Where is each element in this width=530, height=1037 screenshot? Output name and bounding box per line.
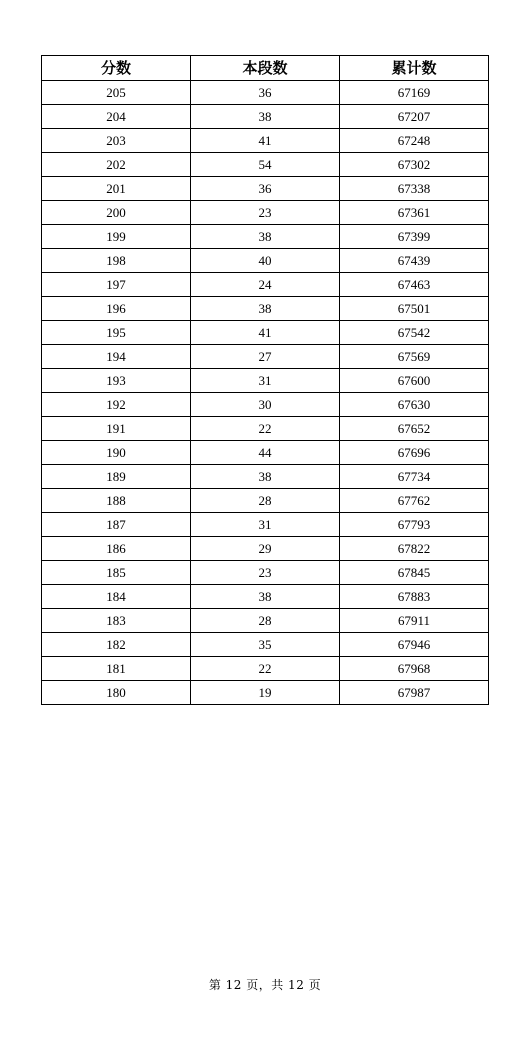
table-row: [42, 441, 489, 465]
cell-segment-count: 19: [191, 681, 340, 705]
cell-score: 180: [42, 681, 191, 705]
cell-score: 201: [42, 177, 191, 201]
table-row: [42, 129, 489, 153]
table-row: [42, 513, 489, 537]
cell-cumulative-count: 67734: [340, 465, 489, 489]
cell-segment-count: 24: [191, 273, 340, 297]
cell-segment-count: 41: [191, 129, 340, 153]
cell-cumulative-count: 67696: [340, 441, 489, 465]
cell-cumulative-count: 67630: [340, 393, 489, 417]
header-cumulative-count: 累计数: [340, 56, 489, 81]
cell-cumulative-count: 67338: [340, 177, 489, 201]
table-row: [42, 177, 489, 201]
cell-cumulative-count: 67399: [340, 225, 489, 249]
cell-score: 199: [42, 225, 191, 249]
cell-cumulative-count: 67302: [340, 153, 489, 177]
cell-score: 184: [42, 585, 191, 609]
cell-segment-count: 41: [191, 321, 340, 345]
table-row: [42, 81, 489, 105]
table-row: [42, 105, 489, 129]
table-row: [42, 417, 489, 441]
cell-segment-count: 36: [191, 177, 340, 201]
cell-score: 186: [42, 537, 191, 561]
cell-segment-count: 38: [191, 585, 340, 609]
cell-score: 190: [42, 441, 191, 465]
cell-cumulative-count: 67762: [340, 489, 489, 513]
cell-score: 193: [42, 369, 191, 393]
cell-score: 191: [42, 417, 191, 441]
table-row: [42, 537, 489, 561]
cell-score: 194: [42, 345, 191, 369]
cell-segment-count: 22: [191, 657, 340, 681]
cell-score: 192: [42, 393, 191, 417]
table-row: [42, 633, 489, 657]
cell-cumulative-count: 67987: [340, 681, 489, 705]
cell-cumulative-count: 67569: [340, 345, 489, 369]
cell-cumulative-count: 67968: [340, 657, 489, 681]
cell-score: 203: [42, 129, 191, 153]
table-row: [42, 249, 489, 273]
table-row: [42, 345, 489, 369]
table-body: [42, 81, 489, 705]
table-row: [42, 369, 489, 393]
cell-segment-count: 27: [191, 345, 340, 369]
table-row: [42, 393, 489, 417]
cell-segment-count: 22: [191, 417, 340, 441]
cell-cumulative-count: 67822: [340, 537, 489, 561]
cell-cumulative-count: 67207: [340, 105, 489, 129]
table-row: [42, 201, 489, 225]
cell-cumulative-count: 67652: [340, 417, 489, 441]
cell-segment-count: 23: [191, 561, 340, 585]
cell-segment-count: 35: [191, 633, 340, 657]
cell-score: 187: [42, 513, 191, 537]
cell-segment-count: 30: [191, 393, 340, 417]
table-row: [42, 273, 489, 297]
cell-segment-count: 28: [191, 489, 340, 513]
cell-segment-count: 38: [191, 297, 340, 321]
cell-segment-count: 36: [191, 81, 340, 105]
cell-cumulative-count: 67946: [340, 633, 489, 657]
cell-segment-count: 28: [191, 609, 340, 633]
table-row: [42, 681, 489, 705]
cell-segment-count: 54: [191, 153, 340, 177]
cell-score: 195: [42, 321, 191, 345]
cell-segment-count: 23: [191, 201, 340, 225]
cell-score: 185: [42, 561, 191, 585]
cell-cumulative-count: 67793: [340, 513, 489, 537]
cell-score: 188: [42, 489, 191, 513]
cell-score: 183: [42, 609, 191, 633]
cell-cumulative-count: 67600: [340, 369, 489, 393]
cell-score: 202: [42, 153, 191, 177]
cell-segment-count: 31: [191, 369, 340, 393]
table-row: [42, 657, 489, 681]
table-row: [42, 585, 489, 609]
cell-segment-count: 44: [191, 441, 340, 465]
cell-score: 205: [42, 81, 191, 105]
table-row: [42, 321, 489, 345]
table-row: [42, 561, 489, 585]
page-number: 第 12 页，共 12 页: [208, 978, 322, 992]
table-row: [42, 297, 489, 321]
table-header: [42, 56, 489, 81]
cell-segment-count: 31: [191, 513, 340, 537]
cell-cumulative-count: 67542: [340, 321, 489, 345]
cell-cumulative-count: 67883: [340, 585, 489, 609]
table-row: [42, 609, 489, 633]
cell-cumulative-count: 67463: [340, 273, 489, 297]
header-score: 分数: [42, 56, 191, 81]
cell-cumulative-count: 67845: [340, 561, 489, 585]
cell-cumulative-count: 67361: [340, 201, 489, 225]
cell-score: 196: [42, 297, 191, 321]
cell-score: 181: [42, 657, 191, 681]
cell-cumulative-count: 67501: [340, 297, 489, 321]
cell-segment-count: 40: [191, 249, 340, 273]
table-row: [42, 465, 489, 489]
header-segment-count: 本段数: [191, 56, 340, 81]
cell-score: 189: [42, 465, 191, 489]
cell-segment-count: 38: [191, 225, 340, 249]
cell-score: 198: [42, 249, 191, 273]
cell-cumulative-count: 67911: [340, 609, 489, 633]
cell-cumulative-count: 67169: [340, 81, 489, 105]
table-row: [42, 489, 489, 513]
cell-score: 197: [42, 273, 191, 297]
cell-segment-count: 29: [191, 537, 340, 561]
cell-cumulative-count: 67248: [340, 129, 489, 153]
table-row: [42, 153, 489, 177]
header-row: [42, 56, 489, 81]
cell-score: 204: [42, 105, 191, 129]
cell-score: 182: [42, 633, 191, 657]
table-row: [42, 225, 489, 249]
cell-score: 200: [42, 201, 191, 225]
score-table: [41, 55, 489, 705]
cell-segment-count: 38: [191, 465, 340, 489]
cell-cumulative-count: 67439: [340, 249, 489, 273]
cell-segment-count: 38: [191, 105, 340, 129]
